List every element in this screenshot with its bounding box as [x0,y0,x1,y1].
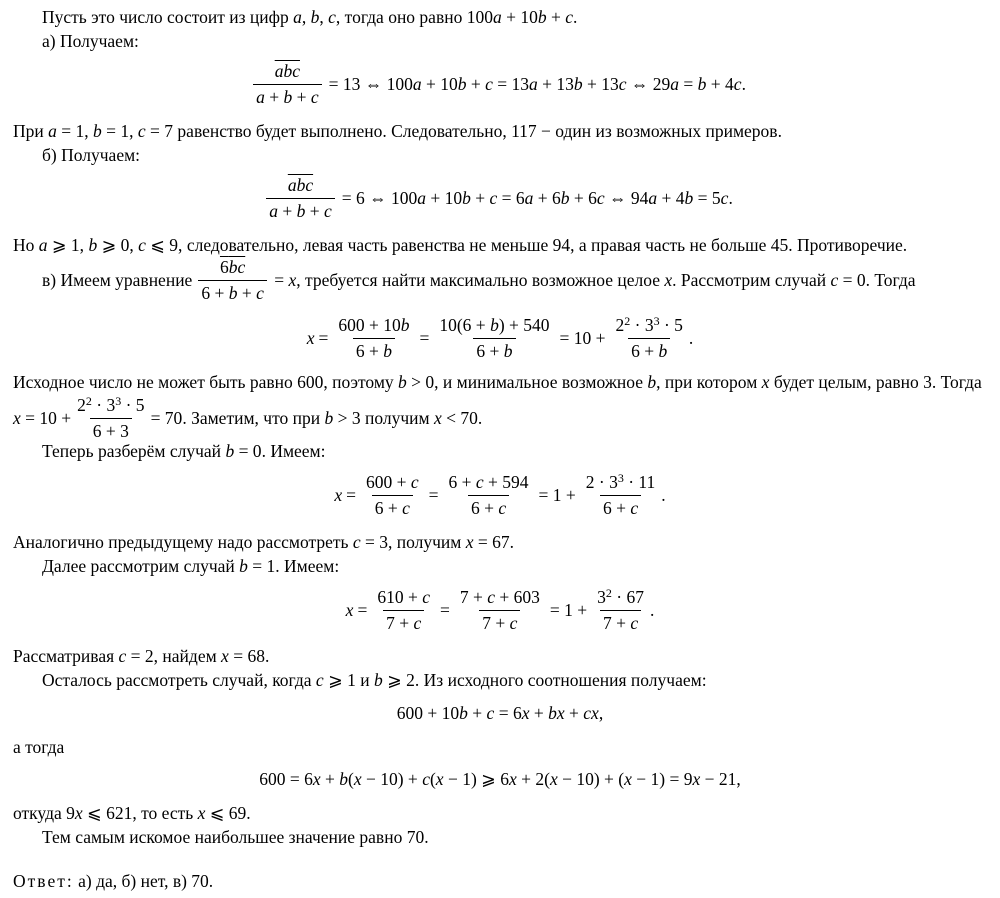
case-b0-intro: Теперь разберём случай b = 0. Имеем: [42,441,326,461]
inequality-result: откуда 9x ⩽ 621, то есть x ⩽ 69. [13,803,251,823]
text: следовательно, левая часть равенства не меньше 94, а правая часть не больше 45. Противоречие. [186,235,908,255]
text: . Имеем: [261,441,326,461]
text: Осталось рассмотреть случай, когда [42,670,312,690]
part-b-conclusion: Но a ⩾ 1, b ⩾ 0, c ⩽ 9, следовательно, левая часть равенства не меньше 94, а правая часть не больше 45. Противоречие. [13,235,908,255]
text: равенство будет выполнено. Следовательно, 117 − один из возможных примеров. [177,121,782,141]
text: Далее рассмотрим случай [42,556,235,576]
text: и [360,670,370,690]
equation-v4: 600 + 10b + c = 6x + bx + cx, [396,703,604,723]
text: . Из исходного соотношения получаем: [414,670,707,690]
text: будет целым, равно 3. Тогда [773,372,982,392]
text: . Рассмотрим случай [672,269,827,290]
text: . Имеем: [275,556,340,576]
equation-a: $\frac{\overline{abc}}{a + b + c}$ = 13 ⇔ 100a + 10b + c = 13a + 13b + 13c ⇔ 29a = b + 4c. [0,62,1000,106]
part-b-title: б) Получаем: [42,145,141,165]
equation-v1: x = $\frac{600 + 10b}{6 + b}$ = $\frac{10(6 + b) + 540}{6 + b}$ = 10 + $\frac{2^2 \cdot 3^3 \cdot 5}{6 + b}$ . [306,313,694,361]
text: получим [364,407,430,428]
equation-b: $\frac{\overline{abc}}{a + b + c}$ = 6 ⇔ 100a + 10b + c = 6a + 6b + 6c ⇔ 94a + 4b = 5c. [0,176,1000,220]
text: , то есть [132,803,194,823]
case-c0-result: x = 10 + $\frac{2^2 \cdot 3^3 \cdot 5}{6 + 3}$ = 70 . Заметим, что при b > 3 получим x < 70. [13,393,483,441]
case-b1-result: Рассматривая c = 2, найдем x = 68. [13,646,270,666]
text: Но [13,235,35,255]
text: в) Имеем уравнение [42,269,193,290]
equation-v2: x = $\frac{600 + c}{6 + c}$ = $\frac{6 + c + 594}{6 + c}$ = 1 + $\frac{2 \cdot 3^3 \cdot 11}{6 + c}$ . [334,470,666,518]
part-v-intro: в) Имеем уравнение $\frac{6bc}{6 + b + c}$ = x, требуется найти максимально возможное целое x . Рассмотрим случай c = 0 . Тогда [42,256,916,303]
case-b0-result: Аналогично предыдущему надо рассмотреть c = 3, получим x = 67. [13,532,515,552]
text: . Заметим, что при [182,407,321,428]
equation-v5: 600 = 6x + b(x − 10) + c(x − 1) ⩾ 6x + 2(x − 10) + (x − 1) = 9x − 21, [259,769,741,789]
final-statement: Тем самым искомое наибольшее значение равно 70. [42,827,429,847]
then-text: а тогда [13,737,65,757]
answer-text: а) да, б) нет, в) 70. [78,871,214,891]
text: Исходное число не может быть равно 600, поэтому [13,372,394,392]
text: При [13,121,44,141]
text: . Тогда [865,269,916,290]
text: откуда [13,803,62,823]
text: Теперь разберём случай [42,441,222,461]
answer-label: Ответ: [13,871,74,891]
text: требуется найти максимально возможное целое [305,269,660,290]
text: , при котором [656,372,758,392]
answer-line [13,871,213,892]
text: , получим [388,532,462,552]
equation-v3: x = $\frac{610 + c}{7 + c}$ = $\frac{7 + c + 603}{7 + c}$ = 1 + $\frac{3^2 \cdot 67}{7 + c}$ . [345,585,655,633]
text: , найдем [153,646,217,666]
case-b1-intro: Далее рассмотрим случай b = 1. Имеем: [42,556,340,576]
text: Рассматривая [13,646,115,666]
part-a-conclusion: При a = 1, b = 1, c = 7 равенство будет выполнено. Следовательно, 117 − один из возможных примеров. [13,121,782,141]
text: , и минимальное возможное [434,372,644,392]
text: Аналогично предыдущему надо рассмотреть [13,532,349,552]
text: Пусть это число состоит из цифр [42,7,289,27]
general-case-intro: Осталось рассмотреть случай, когда c ⩾ 1 и b ⩾ 2. Из исходного соотношения получаем: [42,670,707,690]
part-a-title: а) Получаем: [42,31,139,51]
text: , тогда оно равно [335,7,463,27]
case-c0-text: Исходное число не может быть равно 600, поэтому b > 0, и минимальное возможное b, при котором x будет целым, равно 3. Тогда [13,372,982,392]
intro-line: Пусть это число состоит из цифр a, b, c, тогда оно равно 100a + 10b + c. [42,7,578,27]
